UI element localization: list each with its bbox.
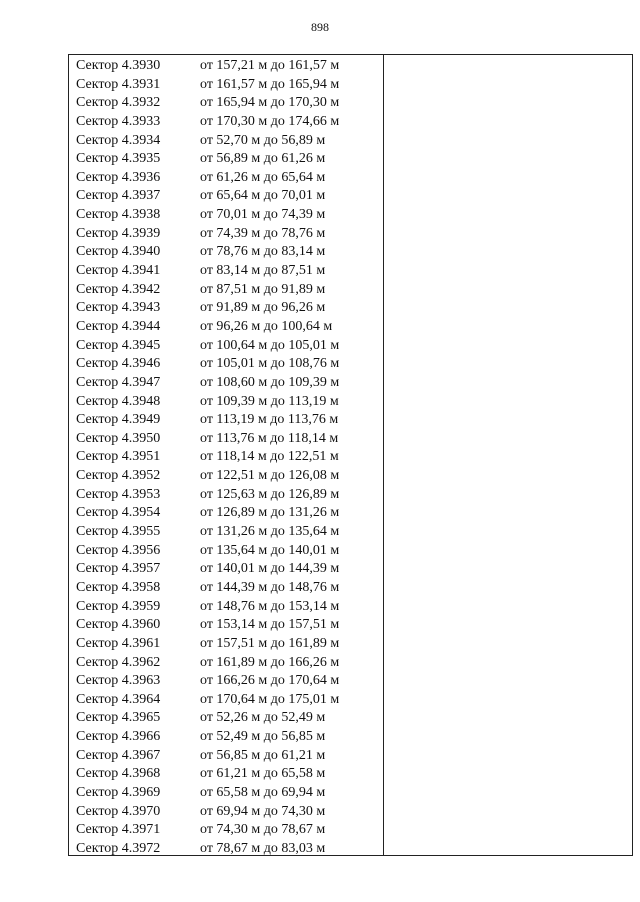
sector-label: Сектор 4.3963 [76, 673, 161, 689]
table-row [69, 709, 383, 728]
distance-range: от 131,26 м до 135,64 м [200, 524, 340, 540]
sector-label: Сектор 4.3967 [76, 747, 161, 763]
sector-label: Сектор 4.3968 [76, 766, 161, 782]
distance-range: от 153,14 м до 157,51 м [200, 617, 340, 633]
distance-range: от 157,51 м до 161,89 м [200, 635, 340, 651]
table-row [69, 616, 383, 635]
sector-label: Сектор 4.3939 [76, 225, 161, 241]
table-row [69, 803, 383, 822]
table-row [69, 504, 383, 523]
table-row [69, 206, 383, 225]
distance-range: от 87,51 м до 91,89 м [200, 281, 326, 297]
distance-range: от 78,76 м до 83,14 м [200, 244, 326, 260]
sector-label: Сектор 4.3944 [76, 318, 161, 334]
distance-range: от 61,26 м до 65,64 м [200, 169, 326, 185]
table-row [69, 299, 383, 318]
table-row [69, 579, 383, 598]
sector-label: Сектор 4.3937 [76, 188, 161, 204]
sector-label: Сектор 4.3948 [76, 393, 161, 409]
sector-label: Сектор 4.3932 [76, 95, 161, 111]
table-row [69, 374, 383, 393]
sector-label: Сектор 4.3942 [76, 281, 161, 297]
distance-range: от 83,14 м до 87,51 м [200, 263, 326, 279]
table-row [69, 393, 383, 412]
sector-label: Сектор 4.3971 [76, 822, 161, 838]
distance-range: от 135,64 м до 140,01 м [200, 542, 340, 558]
table-row [69, 560, 383, 579]
sector-label: Сектор 4.3953 [76, 486, 161, 502]
distance-range: от 170,30 м до 174,66 м [200, 113, 340, 129]
table-row [69, 542, 383, 561]
table-row [69, 225, 383, 244]
distance-range: от 113,19 м до 113,76 м [200, 412, 339, 428]
table-row [69, 57, 383, 76]
distance-range: от 166,26 м до 170,64 м [200, 673, 340, 689]
distance-range: от 113,76 м до 118,14 м [200, 430, 339, 446]
distance-range: от 56,89 м до 61,26 м [200, 151, 326, 167]
distance-range: от 96,26 м до 100,64 м [200, 318, 333, 334]
table-row [69, 169, 383, 188]
sector-label: Сектор 4.3966 [76, 729, 161, 745]
table-row [69, 243, 383, 262]
table-row [69, 76, 383, 95]
table-row [69, 728, 383, 747]
distance-range: от 100,64 м до 105,01 м [200, 337, 340, 353]
sector-label: Сектор 4.3943 [76, 300, 161, 316]
distance-range: от 165,94 м до 170,30 м [200, 95, 340, 111]
distance-range: от 74,30 м до 78,67 м [200, 822, 326, 838]
table-row [69, 150, 383, 169]
sector-label: Сектор 4.3936 [76, 169, 161, 185]
distance-range: от 78,67 м до 83,03 м [200, 840, 326, 856]
table-row [69, 355, 383, 374]
table-row [69, 318, 383, 337]
distance-range: от 157,21 м до 161,57 м [200, 58, 340, 73]
sector-label: Сектор 4.3960 [76, 617, 161, 633]
distance-range: от 52,70 м до 56,89 м [200, 132, 326, 148]
sector-label: Сектор 4.3933 [76, 113, 161, 129]
distance-range: от 74,39 м до 78,76 м [200, 225, 326, 241]
table-row [69, 262, 383, 281]
sector-table [68, 54, 633, 856]
sector-label: Сектор 4.3947 [76, 374, 161, 390]
sector-label: Сектор 4.3955 [76, 524, 161, 540]
table-row [69, 430, 383, 449]
sector-label: Сектор 4.3934 [76, 132, 161, 148]
sector-label: Сектор 4.3958 [76, 579, 161, 595]
column-divider [383, 55, 384, 855]
distance-range: от 52,49 м до 56,85 м [200, 729, 326, 745]
distance-range: от 109,39 м до 113,19 м [200, 393, 339, 409]
distance-range: от 170,64 м до 175,01 м [200, 691, 340, 707]
distance-range: от 144,39 м до 148,76 м [200, 579, 340, 595]
sector-label: Сектор 4.3938 [76, 207, 161, 223]
sector-label: Сектор 4.3961 [76, 635, 161, 651]
page-number: 898 [311, 20, 329, 34]
table-row [69, 654, 383, 673]
table-row [69, 672, 383, 691]
sector-label: Сектор 4.3969 [76, 784, 161, 800]
sector-label: Сектор 4.3950 [76, 430, 161, 446]
distance-range: от 126,89 м до 131,26 м [200, 505, 340, 521]
table-row [69, 187, 383, 206]
table-row [69, 747, 383, 766]
table-row [69, 598, 383, 617]
table-row [69, 765, 383, 784]
distance-range: от 69,94 м до 74,30 м [200, 803, 326, 819]
sector-label: Сектор 4.3970 [76, 803, 161, 819]
distance-range: от 148,76 м до 153,14 м [200, 598, 340, 614]
sector-label: Сектор 4.3962 [76, 654, 161, 670]
table-row [69, 840, 383, 859]
table-row [69, 411, 383, 430]
distance-range: от 108,60 м до 109,39 м [200, 374, 340, 390]
sector-rows [69, 57, 383, 859]
distance-range: от 70,01 м до 74,39 м [200, 207, 326, 223]
distance-range: от 52,26 м до 52,49 м [200, 710, 326, 726]
table-row [69, 691, 383, 710]
distance-range: от 125,63 м до 126,89 м [200, 486, 340, 502]
distance-range: от 105,01 м до 108,76 м [200, 356, 340, 372]
sector-label: Сектор 4.3946 [76, 356, 161, 372]
table-row [69, 94, 383, 113]
sector-label: Сектор 4.3951 [76, 449, 161, 465]
sector-label: Сектор 4.3930 [76, 58, 161, 73]
sector-label: Сектор 4.3931 [76, 76, 161, 92]
table-row [69, 486, 383, 505]
sector-label: Сектор 4.3935 [76, 151, 161, 167]
distance-range: от 61,21 м до 65,58 м [200, 766, 326, 782]
distance-range: от 122,51 м до 126,08 м [200, 468, 340, 484]
sector-label: Сектор 4.3952 [76, 468, 161, 484]
table-row [69, 337, 383, 356]
distance-range: от 65,58 м до 69,94 м [200, 784, 326, 800]
table-row [69, 784, 383, 803]
sector-label: Сектор 4.3959 [76, 598, 161, 614]
table-row [69, 113, 383, 132]
table-row [69, 635, 383, 654]
sector-label: Сектор 4.3964 [76, 691, 161, 707]
distance-range: от 56,85 м до 61,21 м [200, 747, 326, 763]
table-row [69, 467, 383, 486]
table-row [69, 523, 383, 542]
distance-range: от 65,64 м до 70,01 м [200, 188, 326, 204]
table-row [69, 132, 383, 151]
sector-label: Сектор 4.3956 [76, 542, 161, 558]
sector-label: Сектор 4.3941 [76, 263, 161, 279]
table-row [69, 281, 383, 300]
sector-label: Сектор 4.3972 [76, 840, 161, 856]
sector-label: Сектор 4.3954 [76, 505, 161, 521]
distance-range: от 91,89 м до 96,26 м [200, 300, 326, 316]
distance-range: от 161,89 м до 166,26 м [200, 654, 340, 670]
distance-range: от 118,14 м до 122,51 м [200, 449, 339, 465]
distance-range: от 161,57 м до 165,94 м [200, 76, 340, 92]
table-row [69, 821, 383, 840]
sector-label: Сектор 4.3965 [76, 710, 161, 726]
table-row [69, 448, 383, 467]
distance-range: от 140,01 м до 144,39 м [200, 561, 340, 577]
sector-label: Сектор 4.3949 [76, 412, 161, 428]
sector-label: Сектор 4.3957 [76, 561, 161, 577]
sector-label: Сектор 4.3940 [76, 244, 161, 260]
sector-label: Сектор 4.3945 [76, 337, 161, 353]
